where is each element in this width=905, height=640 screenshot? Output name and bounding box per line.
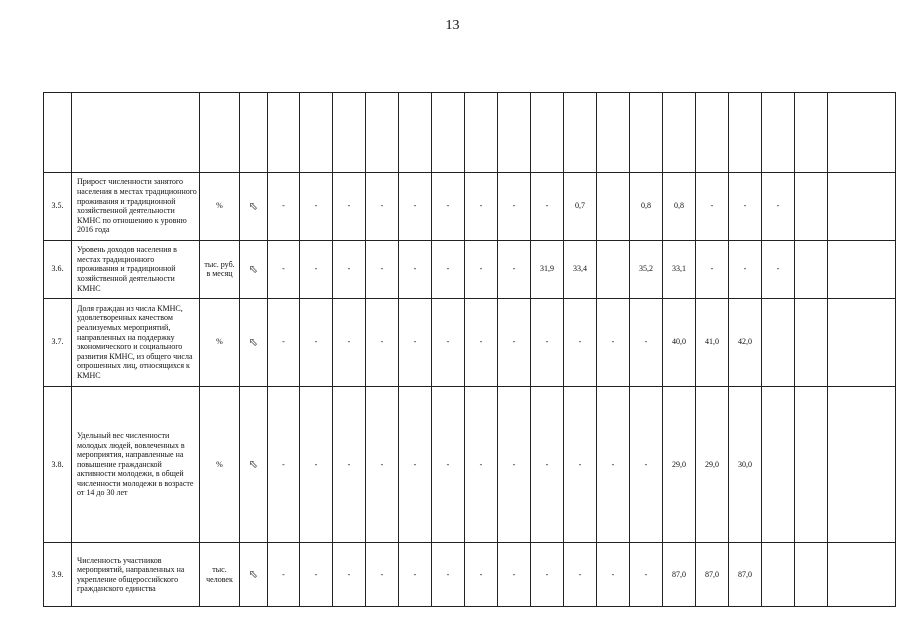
- trend-cell: [240, 172, 268, 240]
- trend-cell: [240, 386, 268, 543]
- value-cell: 87,0: [729, 543, 762, 607]
- value-cell: [795, 93, 828, 173]
- indicator-name-cell: Численность участников мероприятий, направленных на укрепление общероссийского гражданского единства: [72, 543, 200, 607]
- value-cell: 33,1: [663, 240, 696, 298]
- value-cell: -: [696, 172, 729, 240]
- value-cell: -: [268, 386, 300, 543]
- value-cell: [828, 240, 896, 298]
- value-cell: [762, 543, 795, 607]
- trend-cell: [240, 298, 268, 386]
- row-number-cell: 3.7.: [44, 298, 72, 386]
- value-cell: -: [268, 240, 300, 298]
- value-cell: [762, 298, 795, 386]
- value-cell: -: [399, 386, 432, 543]
- value-cell: [828, 298, 896, 386]
- table-row: [44, 543, 896, 607]
- value-cell: -: [498, 172, 531, 240]
- value-cell: -: [531, 543, 564, 607]
- value-cell: [828, 543, 896, 607]
- unit-cell: тыс. руб. в месяц: [200, 240, 240, 298]
- value-cell: [597, 240, 630, 298]
- indicator-name-cell: Доля граждан из числа КМНС, удовлетворенных качеством реализуемых мероприятий, направленных на поддержку экономического и социального развития КМНС, из общего числа опрошенных лиц, относящихся к КМНС: [72, 298, 200, 386]
- value-cell: -: [268, 298, 300, 386]
- value-cell: -: [366, 386, 399, 543]
- value-cell: -: [366, 172, 399, 240]
- value-cell: -: [498, 298, 531, 386]
- trend-cell: [240, 543, 268, 607]
- value-cell: -: [333, 240, 366, 298]
- value-cell: -: [366, 298, 399, 386]
- trend-arrow-up-icon: ⇧: [245, 261, 262, 278]
- value-cell: -: [498, 386, 531, 543]
- value-cell: -: [399, 298, 432, 386]
- table-row: [44, 240, 896, 298]
- value-cell: -: [333, 386, 366, 543]
- value-cell: -: [531, 298, 564, 386]
- value-cell: -: [531, 172, 564, 240]
- value-cell: [828, 386, 896, 543]
- value-cell: -: [729, 240, 762, 298]
- value-cell: -: [762, 240, 795, 298]
- value-cell: [828, 172, 896, 240]
- value-cell: 30,0: [729, 386, 762, 543]
- value-cell: -: [399, 240, 432, 298]
- value-cell: -: [432, 386, 465, 543]
- value-cell: 0,8: [630, 172, 663, 240]
- value-cell: [795, 543, 828, 607]
- value-cell: -: [498, 543, 531, 607]
- indicator-name-cell: Уровень доходов населения в местах традиционного проживания и традиционной хозяйственной деятельности КМНС: [72, 240, 200, 298]
- value-cell: -: [300, 386, 333, 543]
- trend-cell: [240, 240, 268, 298]
- indicator-name-cell: Прирост численности занятого населения в местах традиционного проживания и традиционной хозяйственной деятельности КМНС по отношению к уровню 2016 года: [72, 172, 200, 240]
- indicator-name-cell: Удельный вес численности молодых людей, вовлеченных в мероприятия, направленные на повышение гражданской активности молодежи, в общей численности молодежи в возрасте от 14 до 30 лет: [72, 386, 200, 543]
- value-cell: [729, 93, 762, 173]
- value-cell: [399, 93, 432, 173]
- trend-arrow-up-icon: ⇧: [245, 198, 262, 215]
- value-cell: 29,0: [696, 386, 729, 543]
- value-cell: -: [300, 240, 333, 298]
- value-cell: -: [399, 172, 432, 240]
- value-cell: -: [333, 172, 366, 240]
- value-cell: -: [432, 543, 465, 607]
- value-cell: [630, 93, 663, 173]
- value-cell: -: [531, 386, 564, 543]
- table-row: [44, 172, 896, 240]
- trend-arrow-up-icon: ⇧: [245, 334, 262, 351]
- value-cell: [498, 93, 531, 173]
- row-number-cell: [44, 93, 72, 173]
- value-cell: [564, 93, 597, 173]
- value-cell: 35,2: [630, 240, 663, 298]
- value-cell: [300, 93, 333, 173]
- value-cell: -: [696, 240, 729, 298]
- value-cell: -: [630, 298, 663, 386]
- value-cell: -: [300, 298, 333, 386]
- page-number: 13: [445, 18, 460, 33]
- value-cell: -: [465, 386, 498, 543]
- value-cell: [795, 386, 828, 543]
- value-cell: -: [564, 298, 597, 386]
- value-cell: -: [268, 172, 300, 240]
- table-row: [44, 298, 896, 386]
- value-cell: [333, 93, 366, 173]
- value-cell: -: [333, 298, 366, 386]
- value-cell: 0,8: [663, 172, 696, 240]
- value-cell: -: [432, 298, 465, 386]
- value-cell: -: [300, 172, 333, 240]
- value-cell: -: [597, 543, 630, 607]
- value-cell: 31,9: [531, 240, 564, 298]
- value-cell: -: [300, 543, 333, 607]
- value-cell: -: [762, 172, 795, 240]
- unit-cell: тыс. человек: [200, 543, 240, 607]
- row-number-cell: 3.6.: [44, 240, 72, 298]
- value-cell: [366, 93, 399, 173]
- value-cell: -: [268, 543, 300, 607]
- trend-arrow-up-icon: ⇧: [245, 456, 262, 473]
- value-cell: -: [597, 298, 630, 386]
- value-cell: -: [465, 298, 498, 386]
- value-cell: [795, 240, 828, 298]
- value-cell: -: [432, 172, 465, 240]
- value-cell: [696, 93, 729, 173]
- value-cell: [597, 93, 630, 173]
- value-cell: -: [630, 543, 663, 607]
- value-cell: [597, 172, 630, 240]
- value-cell: [432, 93, 465, 173]
- value-cell: -: [498, 240, 531, 298]
- row-number-cell: 3.9.: [44, 543, 72, 607]
- value-cell: -: [465, 240, 498, 298]
- value-cell: [531, 93, 564, 173]
- value-cell: 29,0: [663, 386, 696, 543]
- row-number-cell: 3.5.: [44, 172, 72, 240]
- value-cell: -: [366, 240, 399, 298]
- indicators-table: [43, 92, 896, 607]
- value-cell: 42,0: [729, 298, 762, 386]
- value-cell: [795, 172, 828, 240]
- value-cell: [465, 93, 498, 173]
- value-cell: 87,0: [663, 543, 696, 607]
- indicator-name-cell: [72, 93, 200, 173]
- value-cell: -: [564, 543, 597, 607]
- value-cell: -: [564, 386, 597, 543]
- trend-cell: [240, 93, 268, 173]
- value-cell: [663, 93, 696, 173]
- value-cell: -: [597, 386, 630, 543]
- value-cell: 0,7: [564, 172, 597, 240]
- value-cell: [762, 386, 795, 543]
- value-cell: -: [465, 543, 498, 607]
- value-cell: 87,0: [696, 543, 729, 607]
- unit-cell: %: [200, 386, 240, 543]
- value-cell: [828, 93, 896, 173]
- unit-cell: %: [200, 172, 240, 240]
- value-cell: 40,0: [663, 298, 696, 386]
- value-cell: 33,4: [564, 240, 597, 298]
- value-cell: -: [729, 172, 762, 240]
- value-cell: -: [333, 543, 366, 607]
- value-cell: 41,0: [696, 298, 729, 386]
- value-cell: [762, 93, 795, 173]
- value-cell: -: [366, 543, 399, 607]
- unit-cell: [200, 93, 240, 173]
- table-row: [44, 386, 896, 543]
- value-cell: [268, 93, 300, 173]
- value-cell: -: [432, 240, 465, 298]
- value-cell: [795, 298, 828, 386]
- value-cell: -: [465, 172, 498, 240]
- table-row: [44, 93, 896, 173]
- row-number-cell: 3.8.: [44, 386, 72, 543]
- unit-cell: %: [200, 298, 240, 386]
- trend-arrow-up-icon: ⇧: [245, 566, 262, 583]
- value-cell: -: [630, 386, 663, 543]
- value-cell: -: [399, 543, 432, 607]
